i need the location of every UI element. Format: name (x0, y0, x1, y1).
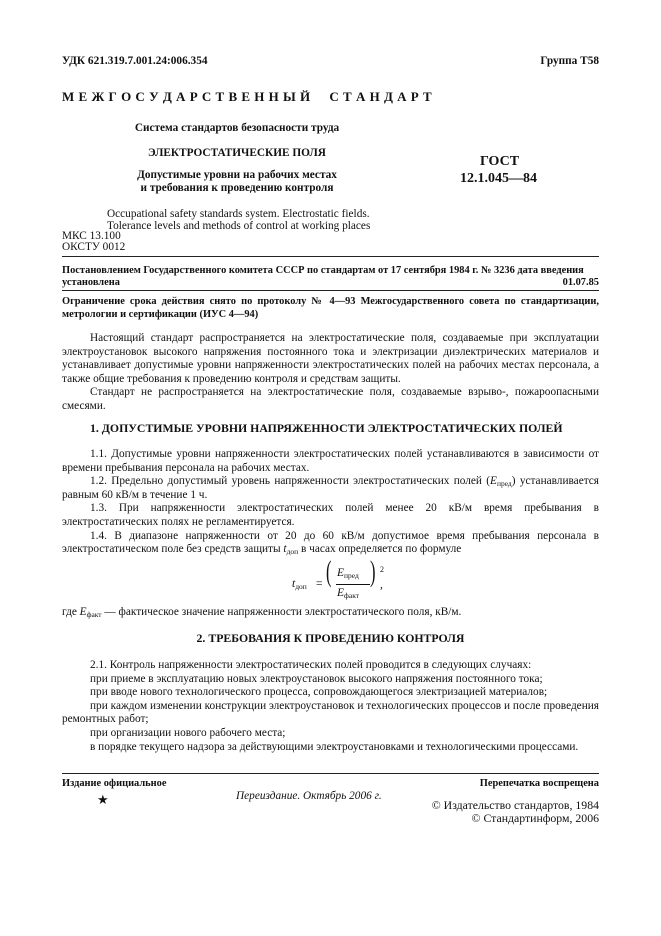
formula-denominator-subscript: факт (344, 591, 360, 600)
formula-denominator (337, 587, 359, 601)
section-1-body (62, 448, 599, 557)
gost-label: ГОСТ (480, 154, 520, 169)
list-item: при организации нового рабочего места; (90, 726, 286, 739)
copyright-2: © Стандартинформ, 2006 (471, 811, 599, 825)
clause-1-3: 1.3. При напряженности электростатических полей менее 20 кВ/м время пребывания в электростатических полях не регламентируется. (62, 502, 599, 528)
formula-where (62, 606, 599, 620)
formula-numerator-subscript: пред (344, 571, 359, 580)
clause-2-1: 2.1. Контроль напряженности электростатических полей проводится в следующих случаях: (90, 659, 532, 671)
section-2-body (62, 659, 599, 754)
formula (292, 555, 392, 607)
official-edition: Издание официальное (62, 778, 167, 789)
formula-numerator-symbol: E (337, 567, 345, 579)
symbol-e: E (490, 475, 497, 488)
clause-1-4 (62, 530, 599, 557)
list-item: при приеме в эксплуатацию новых электроустановок высокого напряжения постоянного тока; (90, 672, 543, 685)
subtitle-line-2: и требования к проведению контроля (140, 182, 334, 194)
divider (62, 290, 599, 291)
formula-paren-right: ) (370, 555, 376, 588)
formula-comma: , (380, 579, 383, 591)
where-definition: — фактическое значение напряженности электростатического поля, кВ/м. (104, 606, 462, 618)
symbol-subscript: факт (86, 610, 102, 619)
formula-equals: = (316, 578, 323, 590)
reissue-note: Переиздание. Октябрь 2006 г. (236, 790, 382, 802)
effective-date: 01.07.85 (562, 277, 599, 288)
reprint-notice: Перепечатка воспрещена (479, 778, 599, 789)
star-icon: ★ (97, 792, 109, 807)
mks-code: МКС 13.100 (62, 230, 121, 242)
formula-lhs-subscript: доп (295, 582, 307, 591)
clause-1-2 (62, 475, 599, 502)
clause-1-4-text-b: в часах определяется по формуле (300, 543, 462, 556)
group-code: Группа Т58 (540, 55, 599, 67)
section-1-heading: 1. ДОПУСТИМЫЕ УРОВНИ НАПРЯЖЕННОСТИ ЭЛЕКТРОСТАТИЧЕСКИХ ПОЛЕЙ (90, 421, 563, 435)
fraction-bar (336, 584, 370, 585)
oksty-code: ОКСТУ 0012 (62, 241, 126, 253)
formula-numerator (337, 567, 359, 581)
formula-paren-left: ( (326, 555, 332, 588)
document-title: ЭЛЕКТРОСТАТИЧЕСКИЕ ПОЛЯ (148, 147, 326, 159)
standard-type: М Е Ж Г О С У Д А Р С Т В Е Н Н Ы Й С Т А Н Д А Р Т (62, 89, 433, 104)
section-2-heading: 2. ТРЕБОВАНИЯ К ПРОВЕДЕНИЮ КОНТРОЛЯ (196, 631, 465, 645)
intro-paragraph-2: Стандарт не распространяется на электростатические поля, создаваемые взрыво-, пожароопасными смесями. (62, 386, 599, 412)
gost-number: 12.1.045—84 (460, 171, 537, 186)
formula-denominator-symbol: E (337, 587, 345, 599)
clause-1-4-text-a: 1.4. В диапазоне напряженности от 20 до 60 кВ/м допустимое время пребывания персонала в электростатическом поле без средств защиты (62, 529, 599, 556)
decree-line-1: Постановлением Государственного комитета СССР по стандартам от 17 сентября 1984 г. № 3236 дата введения (62, 265, 584, 276)
formula-exponent: 2 (380, 565, 384, 574)
subtitle-line-1: Допустимые уровни на рабочих местах (137, 169, 337, 181)
footer-divider (62, 773, 599, 774)
decree-line-2: установлена (62, 277, 120, 288)
intro-block (62, 332, 599, 414)
system-name: Система стандартов безопасности труда (134, 122, 340, 134)
clause-1-1: 1.1. Допустимые уровни напряженности электростатических полей устанавливаются в зависимости от времени пребывания персонала на рабочих местах. (62, 448, 599, 474)
list-item: при каждом изменении конструкции электроустановок и технологических процессов и после проведения ремонтных работ; (62, 699, 599, 726)
divider (62, 256, 599, 257)
english-title-line-2: Tolerance levels and methods of control at working places (107, 220, 371, 232)
formula-lhs (292, 578, 307, 592)
list-item: при вводе нового технологического процесса, сопровождающегося электризацией материалов; (90, 686, 548, 699)
formula-lhs-symbol: t (292, 578, 296, 590)
symbol-e: E (79, 606, 87, 618)
udk-code: УДК 621.319.7.001.24:006.354 (62, 55, 208, 67)
clause-1-2-text-b: ) устанавливается равным 60 кВ/м в течение 1 ч. (62, 475, 599, 501)
list-item: в порядке текущего надзора за действующими электроустановками и технологическими процессами. (90, 740, 579, 753)
copyright-1: © Издательство стандартов, 1984 (431, 798, 599, 812)
clause-1-2-text-a: 1.2. Предельно допустимый уровень напряженности электростатических полей ( (90, 475, 491, 488)
intro-paragraph-1: Настоящий стандарт распространяется на электростатические поля, создаваемые при эксплуатации электроустановок высокого напряжения постоянного тока и электризации диэлектрических материалов и устанавливает допустимые уровни напряженности электростатических полей на рабочих местах персонала, а также общие требования к проведению контроля и средствам защиты. (62, 332, 599, 385)
symbol-subscript: доп (286, 547, 299, 557)
symbol-subscript: пред (496, 479, 512, 489)
symbol-t: t (283, 543, 287, 556)
english-title-line-1: Occupational safety standards system. Electrostatic fields. (107, 208, 370, 220)
restriction-note: Ограничение срока действия снято по протоколу № 4—93 Межгосударственного совета по стандартизации, метрологии и сертификации (ИУС 4—94) (62, 296, 599, 320)
where-label: где (62, 606, 77, 618)
